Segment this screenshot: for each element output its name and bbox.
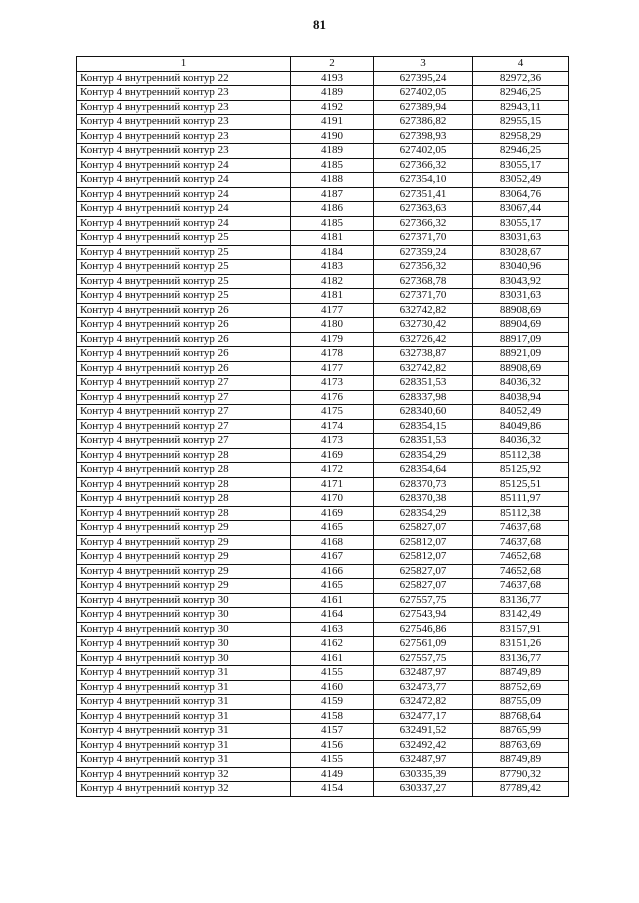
point-number-cell: 4161	[291, 651, 374, 666]
table-row	[77, 593, 569, 608]
point-number-cell: 4189	[291, 86, 374, 101]
point-number-cell: 4192	[291, 100, 374, 115]
y-coordinate-cell: 83157,91	[473, 622, 569, 637]
x-coordinate-cell: 627351,41	[374, 187, 473, 202]
x-coordinate-cell: 632738,87	[374, 347, 473, 362]
x-coordinate-cell: 632477,17	[374, 709, 473, 724]
point-number-cell: 4161	[291, 593, 374, 608]
contour-name-cell: Контур 4 внутренний контур 31	[77, 709, 291, 724]
table-row	[77, 376, 569, 391]
x-coordinate-cell: 625812,07	[374, 535, 473, 550]
y-coordinate-cell: 88908,69	[473, 361, 569, 376]
contour-name-cell: Контур 4 внутренний контур 27	[77, 405, 291, 420]
y-coordinate-cell: 83052,49	[473, 173, 569, 188]
x-coordinate-cell: 632487,97	[374, 753, 473, 768]
y-coordinate-cell: 83151,26	[473, 637, 569, 652]
contour-name-cell: Контур 4 внутренний контур 29	[77, 535, 291, 550]
table-row	[77, 173, 569, 188]
x-coordinate-cell: 632472,82	[374, 695, 473, 710]
y-coordinate-cell: 85112,38	[473, 506, 569, 521]
table-row	[77, 202, 569, 217]
x-coordinate-cell: 628340,60	[374, 405, 473, 420]
x-coordinate-cell: 627546,86	[374, 622, 473, 637]
table-row	[77, 434, 569, 449]
point-number-cell: 4173	[291, 376, 374, 391]
contour-name-cell: Контур 4 внутренний контур 23	[77, 100, 291, 115]
table-row	[77, 289, 569, 304]
point-number-cell: 4178	[291, 347, 374, 362]
x-coordinate-cell: 632491,52	[374, 724, 473, 739]
table-row	[77, 477, 569, 492]
contour-name-cell: Контур 4 внутренний контур 28	[77, 477, 291, 492]
y-coordinate-cell: 85111,97	[473, 492, 569, 507]
x-coordinate-cell: 632492,42	[374, 738, 473, 753]
x-coordinate-cell: 627371,70	[374, 289, 473, 304]
coordinates-table	[76, 56, 569, 797]
x-coordinate-cell: 627557,75	[374, 593, 473, 608]
contour-name-cell: Контур 4 внутренний контур 25	[77, 231, 291, 246]
table-row	[77, 651, 569, 666]
contour-name-cell: Контур 4 внутренний контур 31	[77, 680, 291, 695]
point-number-cell: 4169	[291, 506, 374, 521]
y-coordinate-cell: 88768,64	[473, 709, 569, 724]
contour-name-cell: Контур 4 внутренний контур 23	[77, 115, 291, 130]
column-header-4: 4	[473, 57, 569, 72]
contour-name-cell: Контур 4 внутренний контур 30	[77, 608, 291, 623]
table-row	[77, 767, 569, 782]
contour-name-cell: Контур 4 внутренний контур 24	[77, 187, 291, 202]
contour-name-cell: Контур 4 внутренний контур 26	[77, 318, 291, 333]
y-coordinate-cell: 88765,99	[473, 724, 569, 739]
x-coordinate-cell: 627402,05	[374, 144, 473, 159]
y-coordinate-cell: 82946,25	[473, 144, 569, 159]
x-coordinate-cell: 627366,32	[374, 216, 473, 231]
y-coordinate-cell: 88917,09	[473, 332, 569, 347]
x-coordinate-cell: 627561,09	[374, 637, 473, 652]
x-coordinate-cell: 625812,07	[374, 550, 473, 565]
x-coordinate-cell: 625827,07	[374, 579, 473, 594]
point-number-cell: 4155	[291, 753, 374, 768]
table-row	[77, 361, 569, 376]
table-row	[77, 564, 569, 579]
y-coordinate-cell: 83031,63	[473, 231, 569, 246]
contour-name-cell: Контур 4 внутренний контур 30	[77, 651, 291, 666]
x-coordinate-cell: 627557,75	[374, 651, 473, 666]
point-number-cell: 4165	[291, 579, 374, 594]
table-row	[77, 680, 569, 695]
x-coordinate-cell: 627395,24	[374, 71, 473, 86]
point-number-cell: 4187	[291, 187, 374, 202]
contour-name-cell: Контур 4 внутренний контур 24	[77, 216, 291, 231]
x-coordinate-cell: 627543,94	[374, 608, 473, 623]
y-coordinate-cell: 83064,76	[473, 187, 569, 202]
x-coordinate-cell: 628354,64	[374, 463, 473, 478]
x-coordinate-cell: 632730,42	[374, 318, 473, 333]
table-body	[77, 71, 569, 796]
point-number-cell: 4175	[291, 405, 374, 420]
table-row	[77, 347, 569, 362]
point-number-cell: 4155	[291, 666, 374, 681]
point-number-cell: 4169	[291, 448, 374, 463]
x-coordinate-cell: 632742,82	[374, 361, 473, 376]
y-coordinate-cell: 87789,42	[473, 782, 569, 797]
x-coordinate-cell: 630335,39	[374, 767, 473, 782]
contour-name-cell: Контур 4 внутренний контур 23	[77, 86, 291, 101]
x-coordinate-cell: 627398,93	[374, 129, 473, 144]
table-row	[77, 318, 569, 333]
x-coordinate-cell: 627363,63	[374, 202, 473, 217]
table-row	[77, 448, 569, 463]
point-number-cell: 4159	[291, 695, 374, 710]
x-coordinate-cell: 632473,77	[374, 680, 473, 695]
table-header-row	[77, 57, 569, 72]
point-number-cell: 4177	[291, 361, 374, 376]
y-coordinate-cell: 88749,89	[473, 753, 569, 768]
point-number-cell: 4163	[291, 622, 374, 637]
table-row	[77, 753, 569, 768]
y-coordinate-cell: 83067,44	[473, 202, 569, 217]
table-row	[77, 260, 569, 275]
table-row	[77, 129, 569, 144]
y-coordinate-cell: 88763,69	[473, 738, 569, 753]
y-coordinate-cell: 85125,92	[473, 463, 569, 478]
point-number-cell: 4171	[291, 477, 374, 492]
point-number-cell: 4189	[291, 144, 374, 159]
contour-name-cell: Контур 4 внутренний контур 30	[77, 637, 291, 652]
x-coordinate-cell: 628370,38	[374, 492, 473, 507]
point-number-cell: 4179	[291, 332, 374, 347]
y-coordinate-cell: 83136,77	[473, 651, 569, 666]
y-coordinate-cell: 74637,68	[473, 521, 569, 536]
point-number-cell: 4183	[291, 260, 374, 275]
contour-name-cell: Контур 4 внутренний контур 25	[77, 274, 291, 289]
contour-name-cell: Контур 4 внутренний контур 22	[77, 71, 291, 86]
x-coordinate-cell: 628370,73	[374, 477, 473, 492]
x-coordinate-cell: 632487,97	[374, 666, 473, 681]
contour-name-cell: Контур 4 внутренний контур 26	[77, 332, 291, 347]
table-row	[77, 550, 569, 565]
table-row	[77, 506, 569, 521]
table-row	[77, 709, 569, 724]
table-row	[77, 405, 569, 420]
x-coordinate-cell: 628351,53	[374, 434, 473, 449]
contour-name-cell: Контур 4 внутренний контур 31	[77, 695, 291, 710]
y-coordinate-cell: 84036,32	[473, 434, 569, 449]
point-number-cell: 4176	[291, 390, 374, 405]
x-coordinate-cell: 632726,42	[374, 332, 473, 347]
contour-name-cell: Контур 4 внутренний контур 29	[77, 579, 291, 594]
y-coordinate-cell: 85112,38	[473, 448, 569, 463]
table-row	[77, 390, 569, 405]
table-row	[77, 231, 569, 246]
x-coordinate-cell: 627354,10	[374, 173, 473, 188]
point-number-cell: 4166	[291, 564, 374, 579]
contour-name-cell: Контур 4 внутренний контур 25	[77, 260, 291, 275]
point-number-cell: 4186	[291, 202, 374, 217]
x-coordinate-cell: 628351,53	[374, 376, 473, 391]
y-coordinate-cell: 83055,17	[473, 216, 569, 231]
point-number-cell: 4162	[291, 637, 374, 652]
contour-name-cell: Контур 4 внутренний контур 28	[77, 448, 291, 463]
table-row	[77, 274, 569, 289]
point-number-cell: 4165	[291, 521, 374, 536]
y-coordinate-cell: 83040,96	[473, 260, 569, 275]
point-number-cell: 4158	[291, 709, 374, 724]
contour-name-cell: Контур 4 внутренний контур 24	[77, 173, 291, 188]
y-coordinate-cell: 88908,69	[473, 303, 569, 318]
column-header-2: 2	[291, 57, 374, 72]
y-coordinate-cell: 88749,89	[473, 666, 569, 681]
y-coordinate-cell: 82946,25	[473, 86, 569, 101]
point-number-cell: 4177	[291, 303, 374, 318]
contour-name-cell: Контур 4 внутренний контур 27	[77, 419, 291, 434]
contour-name-cell: Контур 4 внутренний контур 29	[77, 564, 291, 579]
y-coordinate-cell: 88921,09	[473, 347, 569, 362]
y-coordinate-cell: 84049,86	[473, 419, 569, 434]
table-row	[77, 492, 569, 507]
table-row	[77, 71, 569, 86]
x-coordinate-cell: 627356,32	[374, 260, 473, 275]
contour-name-cell: Контур 4 внутренний контур 28	[77, 463, 291, 478]
table-row	[77, 187, 569, 202]
contour-name-cell: Контур 4 внутренний контур 31	[77, 724, 291, 739]
point-number-cell: 4190	[291, 129, 374, 144]
contour-name-cell: Контур 4 внутренний контур 24	[77, 202, 291, 217]
contour-name-cell: Контур 4 внутренний контур 25	[77, 245, 291, 260]
page-number: 81	[313, 17, 326, 32]
contour-name-cell: Контур 4 внутренний контур 28	[77, 506, 291, 521]
point-number-cell: 4185	[291, 158, 374, 173]
x-coordinate-cell: 627386,82	[374, 115, 473, 130]
y-coordinate-cell: 82972,36	[473, 71, 569, 86]
point-number-cell: 4149	[291, 767, 374, 782]
table-row	[77, 216, 569, 231]
y-coordinate-cell: 88752,69	[473, 680, 569, 695]
table-row	[77, 115, 569, 130]
contour-name-cell: Контур 4 внутренний контур 23	[77, 144, 291, 159]
contour-name-cell: Контур 4 внутренний контур 31	[77, 753, 291, 768]
y-coordinate-cell: 83136,77	[473, 593, 569, 608]
point-number-cell: 4182	[291, 274, 374, 289]
x-coordinate-cell: 627366,32	[374, 158, 473, 173]
table-row	[77, 144, 569, 159]
column-header-1: 1	[77, 57, 291, 72]
contour-name-cell: Контур 4 внутренний контур 30	[77, 622, 291, 637]
contour-name-cell: Контур 4 внутренний контур 25	[77, 289, 291, 304]
contour-name-cell: Контур 4 внутренний контур 24	[77, 158, 291, 173]
table-row	[77, 608, 569, 623]
table-row	[77, 724, 569, 739]
contour-name-cell: Контур 4 внутренний контур 29	[77, 521, 291, 536]
table-row	[77, 158, 569, 173]
y-coordinate-cell: 84052,49	[473, 405, 569, 420]
point-number-cell: 4181	[291, 289, 374, 304]
y-coordinate-cell: 82955,15	[473, 115, 569, 130]
point-number-cell: 4188	[291, 173, 374, 188]
x-coordinate-cell: 630337,27	[374, 782, 473, 797]
x-coordinate-cell: 627389,94	[374, 100, 473, 115]
x-coordinate-cell: 627368,78	[374, 274, 473, 289]
table-row	[77, 332, 569, 347]
y-coordinate-cell: 88755,09	[473, 695, 569, 710]
table-row	[77, 535, 569, 550]
point-number-cell: 4173	[291, 434, 374, 449]
y-coordinate-cell: 84038,94	[473, 390, 569, 405]
point-number-cell: 4164	[291, 608, 374, 623]
contour-name-cell: Контур 4 внутренний контур 32	[77, 767, 291, 782]
x-coordinate-cell: 627359,24	[374, 245, 473, 260]
y-coordinate-cell: 87790,32	[473, 767, 569, 782]
column-header-3: 3	[374, 57, 473, 72]
contour-name-cell: Контур 4 внутренний контур 29	[77, 550, 291, 565]
table-row	[77, 782, 569, 797]
x-coordinate-cell: 627402,05	[374, 86, 473, 101]
table-row	[77, 666, 569, 681]
y-coordinate-cell: 83055,17	[473, 158, 569, 173]
contour-name-cell: Контур 4 внутренний контур 27	[77, 376, 291, 391]
point-number-cell: 4185	[291, 216, 374, 231]
table-row	[77, 622, 569, 637]
y-coordinate-cell: 74637,68	[473, 579, 569, 594]
point-number-cell: 4181	[291, 231, 374, 246]
y-coordinate-cell: 83028,67	[473, 245, 569, 260]
table-row	[77, 579, 569, 594]
contour-name-cell: Контур 4 внутренний контур 23	[77, 129, 291, 144]
contour-name-cell: Контур 4 внутренний контур 31	[77, 666, 291, 681]
contour-name-cell: Контур 4 внутренний контур 26	[77, 361, 291, 376]
point-number-cell: 4167	[291, 550, 374, 565]
table-row	[77, 463, 569, 478]
y-coordinate-cell: 74652,68	[473, 550, 569, 565]
y-coordinate-cell: 83043,92	[473, 274, 569, 289]
point-number-cell: 4156	[291, 738, 374, 753]
point-number-cell: 4170	[291, 492, 374, 507]
table-row	[77, 100, 569, 115]
table-row	[77, 86, 569, 101]
y-coordinate-cell: 83031,63	[473, 289, 569, 304]
y-coordinate-cell: 83142,49	[473, 608, 569, 623]
contour-name-cell: Контур 4 внутренний контур 30	[77, 593, 291, 608]
table-row	[77, 695, 569, 710]
point-number-cell: 4191	[291, 115, 374, 130]
table-row	[77, 637, 569, 652]
y-coordinate-cell: 82943,11	[473, 100, 569, 115]
contour-name-cell: Контур 4 внутренний контур 28	[77, 492, 291, 507]
point-number-cell: 4180	[291, 318, 374, 333]
x-coordinate-cell: 628354,15	[374, 419, 473, 434]
contour-name-cell: Контур 4 внутренний контур 26	[77, 347, 291, 362]
x-coordinate-cell: 628354,29	[374, 506, 473, 521]
table-row	[77, 303, 569, 318]
x-coordinate-cell: 627371,70	[374, 231, 473, 246]
point-number-cell: 4154	[291, 782, 374, 797]
contour-name-cell: Контур 4 внутренний контур 27	[77, 390, 291, 405]
point-number-cell: 4174	[291, 419, 374, 434]
table-row	[77, 419, 569, 434]
y-coordinate-cell: 82958,29	[473, 129, 569, 144]
point-number-cell: 4193	[291, 71, 374, 86]
x-coordinate-cell: 628337,98	[374, 390, 473, 405]
y-coordinate-cell: 84036,32	[473, 376, 569, 391]
table-row	[77, 738, 569, 753]
point-number-cell: 4160	[291, 680, 374, 695]
y-coordinate-cell: 74637,68	[473, 535, 569, 550]
point-number-cell: 4157	[291, 724, 374, 739]
contour-name-cell: Контур 4 внутренний контур 26	[77, 303, 291, 318]
x-coordinate-cell: 625827,07	[374, 564, 473, 579]
point-number-cell: 4168	[291, 535, 374, 550]
contour-name-cell: Контур 4 внутренний контур 27	[77, 434, 291, 449]
table-row	[77, 521, 569, 536]
contour-name-cell: Контур 4 внутренний контур 32	[77, 782, 291, 797]
x-coordinate-cell: 632742,82	[374, 303, 473, 318]
contour-name-cell: Контур 4 внутренний контур 31	[77, 738, 291, 753]
point-number-cell: 4172	[291, 463, 374, 478]
table-row	[77, 245, 569, 260]
x-coordinate-cell: 628354,29	[374, 448, 473, 463]
x-coordinate-cell: 625827,07	[374, 521, 473, 536]
y-coordinate-cell: 85125,51	[473, 477, 569, 492]
y-coordinate-cell: 88904,69	[473, 318, 569, 333]
y-coordinate-cell: 74652,68	[473, 564, 569, 579]
point-number-cell: 4184	[291, 245, 374, 260]
